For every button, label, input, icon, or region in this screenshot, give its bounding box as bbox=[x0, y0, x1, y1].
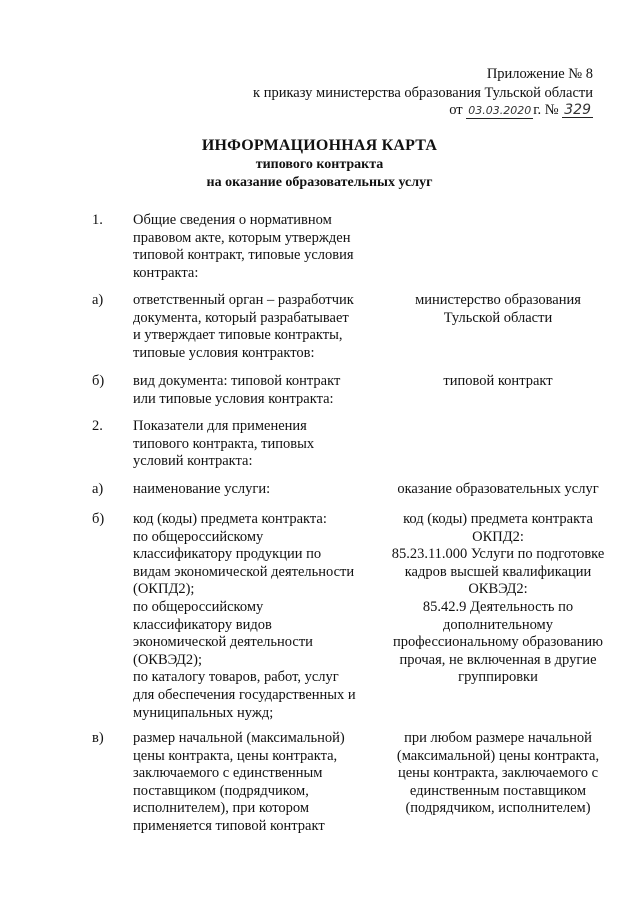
label-line: поставщиком (подрядчиком, bbox=[133, 782, 309, 799]
row-label bbox=[133, 212, 378, 282]
value-line: ОКПД2: bbox=[472, 528, 524, 545]
label-line: код (коды) предмета контракта: bbox=[133, 511, 327, 527]
label-line: по общероссийскому bbox=[133, 598, 264, 615]
label-line: правовом акте, которым утвержден bbox=[133, 229, 351, 246]
value-line: цены контракта, заключаемого с bbox=[397, 765, 599, 782]
value-line: профессиональному образованию bbox=[393, 634, 603, 651]
value-line: кадров высшей квалификации bbox=[404, 563, 592, 580]
label-line: или типовые условия контракта: bbox=[133, 390, 334, 407]
label-line: типового контракта, типовых bbox=[133, 435, 315, 452]
row-label bbox=[133, 292, 378, 362]
label-line: типовой контракт, типовые условия bbox=[133, 247, 354, 264]
label-line: применяется типовой контракт bbox=[133, 817, 325, 834]
label-line: экономической деятельности bbox=[133, 634, 313, 651]
value-line: прочая, не включенная в другие bbox=[399, 651, 597, 668]
row-value bbox=[378, 511, 618, 687]
label-line: заключаемого с единственным bbox=[133, 765, 323, 782]
row-value bbox=[378, 730, 618, 818]
label-line: классификатору продукции по bbox=[133, 546, 322, 563]
label-line: наименование услуги: bbox=[133, 481, 271, 497]
label-line: размер начальной (максимальной) bbox=[133, 730, 345, 746]
label-line: (ОКВЭД2); bbox=[133, 651, 202, 668]
label-line: по общероссийскому bbox=[133, 528, 264, 545]
row-value bbox=[378, 373, 618, 391]
order-number-handwritten: 329 bbox=[564, 102, 591, 118]
value-line: единственным поставщиком bbox=[409, 782, 587, 799]
value-line: Тульской области bbox=[443, 309, 553, 326]
label-line: и утверждает типовые контракты, bbox=[133, 327, 343, 344]
value-line: код (коды) предмета контракта bbox=[403, 511, 593, 527]
label-line: исполнителем), при котором bbox=[133, 800, 310, 817]
label-line: Показатели для применения bbox=[133, 418, 307, 434]
order-date-handwritten: 03.03.2020 bbox=[468, 104, 532, 117]
value-line: группировки bbox=[458, 669, 538, 686]
row-number: б) bbox=[92, 511, 105, 527]
label-line: контракта: bbox=[133, 264, 199, 281]
label-line: вид документа: типовой контракт bbox=[133, 373, 341, 389]
row-number: б) bbox=[92, 373, 105, 389]
row-number: 1. bbox=[92, 212, 103, 228]
label-line: классификатору видов bbox=[133, 616, 272, 633]
label-line: видам экономической деятельности bbox=[133, 563, 355, 580]
label-line: (ОКПД2); bbox=[133, 581, 195, 598]
label-line: муниципальных нужд; bbox=[133, 704, 274, 721]
label-line: по каталогу товаров, работ, услуг bbox=[133, 669, 339, 686]
value-line: ОКВЭД2: bbox=[468, 581, 528, 598]
label-line: документа, который разрабатывает bbox=[133, 309, 349, 326]
document-subtitle: типового контракта bbox=[255, 157, 384, 172]
row-value bbox=[378, 292, 618, 327]
value-line: (максимальной) цены контракта, bbox=[396, 747, 600, 764]
value-line: министерство образования bbox=[415, 292, 581, 308]
row-label bbox=[133, 418, 378, 471]
order-reference: к приказу министерства образования Тульской области bbox=[253, 85, 593, 101]
value-line: дополнительному bbox=[443, 616, 553, 633]
value-line: при любом размере начальной bbox=[404, 730, 592, 746]
row-label bbox=[133, 481, 378, 499]
label-line: типовые условия контрактов: bbox=[133, 344, 315, 361]
document-title: ИНФОРМАЦИОННАЯ КАРТА bbox=[201, 137, 438, 154]
row-number: 2. bbox=[92, 418, 103, 434]
row-number: в) bbox=[92, 730, 104, 746]
value-line: типовой контракт bbox=[443, 373, 553, 389]
value-line: оказание образовательных услуг bbox=[397, 481, 599, 497]
order-date-line bbox=[449, 102, 593, 119]
date-prefix: от bbox=[449, 102, 463, 118]
label-line: Общие сведения о нормативном bbox=[133, 212, 332, 228]
row-number: а) bbox=[92, 292, 104, 308]
row-number: а) bbox=[92, 481, 104, 497]
date-suffix: г. № bbox=[533, 102, 559, 118]
label-line: ответственный орган – разработчик bbox=[133, 292, 354, 308]
appendix-label: Приложение № 8 bbox=[486, 66, 593, 82]
value-line: 85.42.9 Деятельность по bbox=[422, 598, 574, 615]
row-label bbox=[133, 730, 378, 836]
row-label bbox=[133, 511, 378, 722]
value-line: 85.23.11.000 Услуги по подготовке bbox=[391, 546, 605, 563]
value-line: (подрядчиком, исполнителем) bbox=[405, 800, 591, 817]
label-line: цены контракта, цены контракта, bbox=[133, 747, 338, 764]
document-subtitle-2: на оказание образовательных услуг bbox=[206, 175, 433, 190]
row-value bbox=[378, 481, 618, 499]
label-line: условий контракта: bbox=[133, 453, 253, 470]
row-label bbox=[133, 373, 378, 408]
label-line: для обеспечения государственных и bbox=[133, 686, 356, 703]
